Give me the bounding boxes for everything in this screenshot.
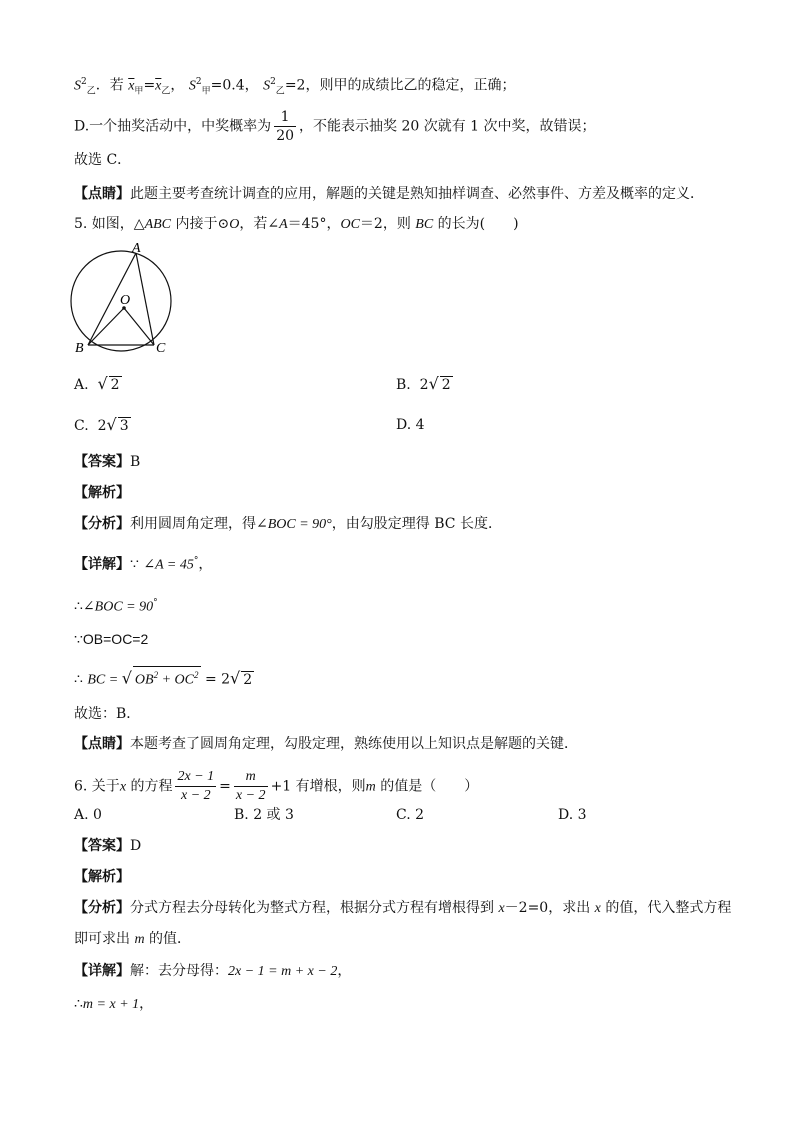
math: BC: [415, 217, 434, 232]
term: OC: [174, 672, 194, 688]
denominator: x − 2: [235, 788, 266, 803]
fraction: [274, 108, 296, 145]
text: 本题考查了圆周角定理，勾股定理，熟练使用以上知识点是解题的关键．: [130, 736, 578, 752]
therefore-symbol: ∴: [74, 598, 83, 615]
section-tag: 【分析】: [74, 516, 130, 532]
numerator: m: [234, 768, 268, 787]
q6-option-c: C. 2: [396, 807, 425, 823]
math: BC =: [87, 672, 122, 688]
answer-value: D: [130, 838, 142, 854]
s-symbol: S: [263, 78, 271, 94]
q5-option-a: [74, 374, 122, 395]
option-label: C.: [74, 418, 89, 434]
math: ∠A = 45: [143, 557, 194, 573]
q5-step2: [74, 593, 158, 618]
text: 内接于⊙: [171, 216, 230, 232]
math: A: [279, 217, 288, 232]
fraction: [175, 768, 216, 805]
math: = 2: [200, 671, 231, 688]
exponent: 2: [153, 670, 159, 680]
s-symbol: S: [188, 78, 196, 94]
section-tag: 【点睛】: [74, 186, 130, 202]
exponent: 2: [195, 77, 202, 87]
text: 分式方程去分母转化为整式方程，根据分式方程有增根得到: [130, 900, 499, 916]
text: ，: [139, 996, 154, 1012]
radical-sign: √: [121, 668, 132, 688]
text: =2: [284, 77, 306, 94]
radical-sign: √: [106, 415, 117, 434]
label-b: B: [75, 341, 84, 356]
math: OC: [340, 217, 360, 232]
label-a: A: [132, 241, 141, 256]
text: ＝2，则: [359, 216, 416, 232]
subscript: 甲: [201, 86, 211, 97]
q5-option-c: [74, 415, 131, 436]
q5-jiexi: 【解析】: [74, 485, 130, 501]
text: +: [158, 672, 175, 688]
text: =: [219, 778, 231, 795]
degree: °: [193, 556, 199, 566]
section-tag: 【点睛】: [74, 736, 130, 752]
fraction: [234, 768, 268, 805]
text: 6. 关于: [74, 778, 120, 795]
q6-option-a: A. 0: [74, 807, 102, 823]
q6-last-step: [74, 994, 153, 1015]
exponent: 2: [194, 670, 199, 680]
q5-choose: 故选：B．: [74, 706, 141, 722]
therefore-symbol: ∴: [74, 996, 83, 1012]
text: 利用圆周角定理，得: [130, 516, 256, 532]
text: ，: [170, 77, 185, 94]
section-tag: 【答案】: [74, 838, 130, 854]
q6-stem: [74, 768, 478, 805]
text: －2=0，求出: [504, 900, 595, 916]
q4-dianjing: [74, 184, 704, 204]
circle-figure: [66, 240, 186, 360]
radicand: 3: [119, 418, 129, 434]
therefore-symbol: ∴: [74, 671, 83, 688]
text: ．若: [95, 77, 124, 94]
text: ∵: [130, 556, 139, 573]
subscript: 乙: [275, 86, 285, 97]
option-d-explanation: [74, 108, 596, 145]
q5-dianjing: [74, 734, 578, 754]
q6-answer: [74, 836, 141, 856]
numerator: 2x − 1: [175, 768, 216, 787]
text: ，不能表示抽奖 20 次就有 1 次中奖，故错误；: [299, 118, 596, 135]
math: ∠BOC = 90°: [256, 517, 332, 532]
subscript: 乙: [86, 86, 96, 97]
text: ，由勾股定理得 BC 长度．: [331, 516, 502, 532]
q5-step3: ∵OB=OC=2: [74, 631, 149, 647]
x-bar-symbol: $\overline{x}$: [128, 78, 135, 94]
text: 此题主要考查统计调查的应用，解题的关键是熟知抽样调查、必然事件、方差及概率的定义．: [130, 186, 704, 202]
q6-xiangjie: [74, 961, 351, 982]
x-bar-symbol: $\overline{x}$: [155, 78, 162, 94]
math: ABC: [144, 217, 172, 232]
text: =0.4: [210, 77, 245, 94]
text: ，: [244, 77, 259, 94]
text: 的值是（ ）: [375, 778, 479, 795]
subscript: 乙: [161, 86, 171, 97]
math: 2x − 1 = m + x − 2: [228, 964, 338, 979]
q6-fenxi-line2: [74, 929, 191, 950]
denominator: 20: [276, 128, 295, 144]
subscript: 甲: [134, 86, 144, 97]
section-tag: 【分析】: [74, 900, 130, 916]
radicand: 2: [441, 377, 451, 393]
q5-option-b: [396, 374, 453, 395]
q4-choose: 故选 C．: [74, 152, 132, 168]
q6-jiexi: 【解析】: [74, 869, 130, 885]
math: m: [134, 932, 145, 947]
label-c: C: [156, 341, 166, 356]
radicand: 2: [110, 377, 120, 393]
label-o: O: [120, 293, 131, 308]
text: 的值．: [144, 931, 192, 947]
text: ＝45°，: [287, 216, 341, 232]
segment-oc: [124, 308, 154, 345]
text: +1 有增根，则: [270, 778, 366, 795]
text: 的方程: [126, 778, 173, 795]
math: x: [119, 779, 127, 795]
segment-ob: [88, 308, 124, 345]
text: =: [143, 77, 156, 94]
option-label: A.: [74, 377, 89, 393]
radical-sign: √: [230, 668, 241, 688]
coefficient: 2: [97, 418, 107, 434]
section-tag: 【答案】: [74, 454, 130, 470]
q5-xiangjie: 【详解】∵ ∠A = 45°，: [74, 556, 213, 573]
text: ，则甲的成绩比乙的稳定，正确；: [305, 77, 516, 94]
coefficient: 2: [419, 377, 429, 393]
math: x: [498, 901, 505, 916]
term: OB: [134, 672, 154, 688]
exponent: 2: [81, 77, 87, 87]
q5-stem: [74, 214, 519, 235]
text: 的值，代入整式方程: [600, 900, 732, 916]
numerator: 1: [274, 108, 296, 127]
q6-option-b: B. 2 或 3: [234, 807, 294, 823]
answer-value: B: [130, 454, 141, 470]
q6-option-d: D. 3: [558, 807, 587, 823]
q6-fenxi-line1: [74, 898, 731, 919]
text: ，若∠: [239, 216, 280, 232]
text: D.一个抽奖活动中，中奖概率为: [74, 118, 272, 135]
q5-fenxi: [74, 514, 502, 535]
math: m: [365, 779, 376, 795]
option-label: B.: [396, 377, 411, 393]
denominator: x − 2: [180, 788, 211, 803]
radical-sign: √: [97, 374, 108, 393]
exponent: 2: [270, 77, 276, 87]
radicand: [133, 666, 201, 689]
variance-line: [74, 72, 515, 101]
q5-option-d: D. 4: [396, 417, 425, 433]
q5-answer: [74, 452, 140, 472]
text: ，: [337, 963, 352, 979]
section-tag: 【详解】: [74, 556, 130, 573]
s-symbol: S: [74, 78, 81, 94]
text: 的长为( ): [433, 216, 519, 232]
text: 即可求出: [74, 931, 135, 947]
section-tag: 【详解】: [74, 963, 130, 979]
math: O: [229, 217, 240, 232]
text: 5. 如图，△: [74, 216, 145, 232]
text: 解：去分母得：: [130, 963, 228, 979]
q5-step4: [74, 666, 254, 691]
math: m = x + 1: [82, 997, 140, 1012]
radicand: 2: [243, 671, 253, 688]
math: ∠BOC = 90: [82, 599, 154, 615]
math: x: [594, 901, 601, 916]
segment-ac: [136, 253, 154, 345]
radical-sign: √: [428, 374, 439, 393]
degree: °: [153, 598, 158, 608]
